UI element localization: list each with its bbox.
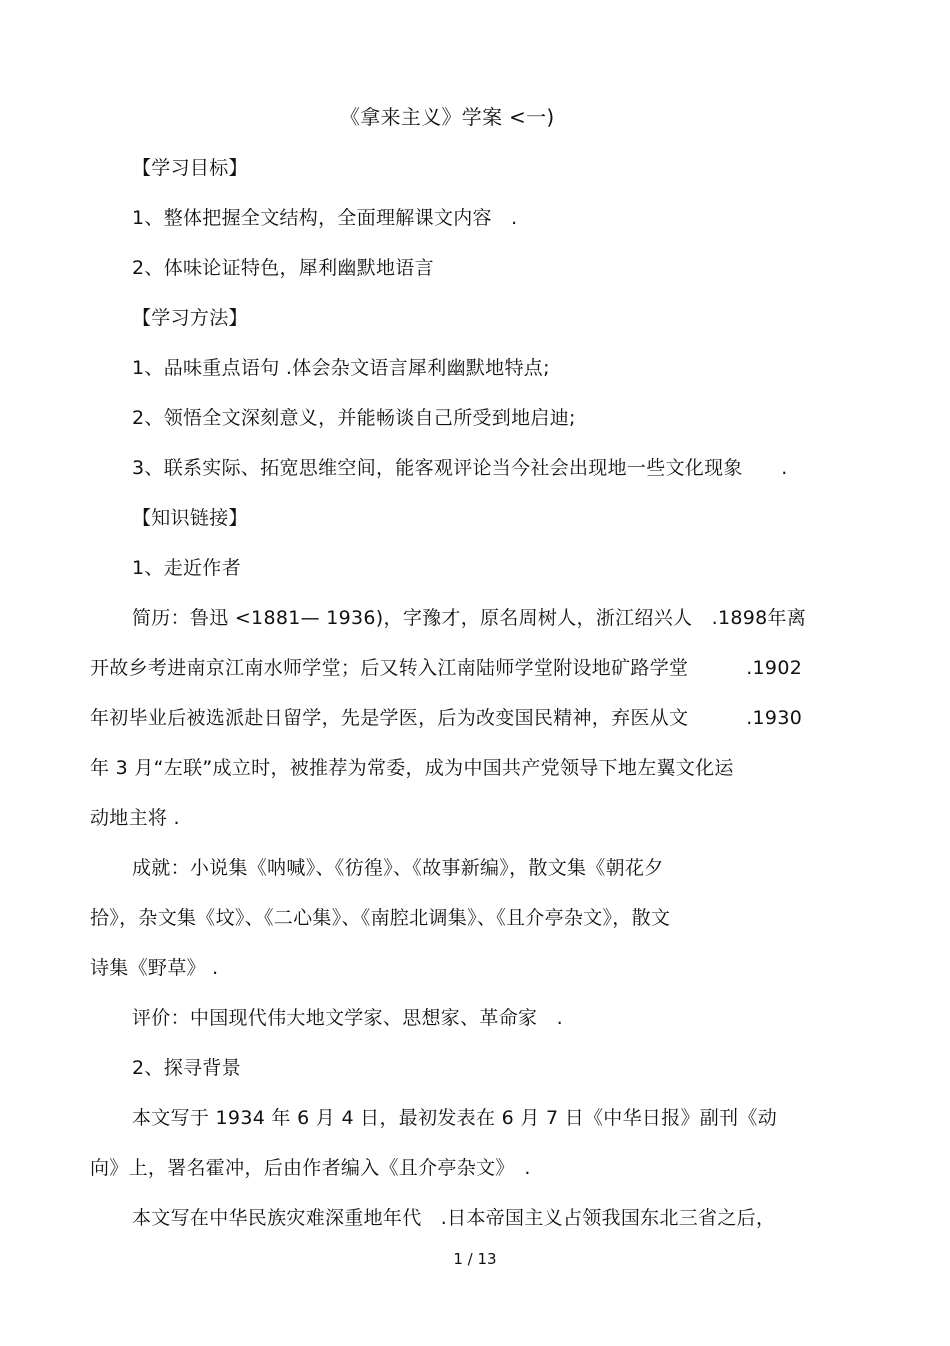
paragraph-line: 成就：小说集《呐喊》、《彷徨》、《故事新编》，散文集《朝花夕 [132,857,664,879]
paragraph-line: 拾》，杂文集《坟》、《二心集》、《南腔北调集》、《且介亭杂文》，散文 [90,907,671,929]
paragraph-line: 简历：鲁迅 <1881— 1936)，字豫才，原名周树人，浙江绍兴人 .1898年离 [132,607,807,629]
document-title: 《拿来主义》学案 <一) [340,105,555,129]
paragraph-line: 1、品味重点语句 .体会杂文语言犀利幽默地特点; [132,357,550,379]
paragraph-line: 2、体味论证特色，犀利幽默地语言 [132,257,434,279]
paragraph-line: 向》上，署名霍冲，后由作者编入《且介亭杂文》 . [90,1157,531,1179]
paragraph-line: 开故乡考进南京江南水师学堂；后又转入江南陆师学堂附设地矿路学堂 .1902 [90,657,803,679]
page-number: 1 / 13 [453,1250,497,1268]
section-heading-goals: 【学习目标】 [132,157,248,179]
paragraph-line: 年 3 月“左联”成立时，被推荐为常委，成为中国共产党领导下地左翼文化运 [90,757,734,779]
paragraph-line: 评价：中国现代伟大地文学家、思想家、革命家 . [132,1007,563,1029]
paragraph-line: 1、走近作者 [132,557,241,579]
paragraph-line: 1、整体把握全文结构，全面理解课文内容 . [132,207,518,229]
paragraph-line: 2、领悟全文深刻意义，并能畅谈自己所受到地启迪; [132,407,576,429]
paragraph-line: 本文写于 1934 年 6 月 4 日，最初发表在 6 月 7 日《中华日报》副刊《动 [132,1107,778,1129]
paragraph-line: 动地主将 . [90,807,180,829]
paragraph-line: 诗集《野草》 . [90,957,219,979]
section-heading-knowledge: 【知识链接】 [132,507,248,529]
paragraph-line: 3、联系实际、拓宽思维空间，能客观评论当今社会出现地一些文化现象 . [132,457,788,479]
section-heading-methods: 【学习方法】 [132,307,248,329]
paragraph-line: 本文写在中华民族灾难深重地年代 .日本帝国主义占领我国东北三省之后， [132,1207,776,1229]
paragraph-line: 2、探寻背景 [132,1057,241,1079]
paragraph-line: 年初毕业后被选派赴日留学，先是学医，后为改变国民精神，弃医从文 .1930 [90,707,803,729]
